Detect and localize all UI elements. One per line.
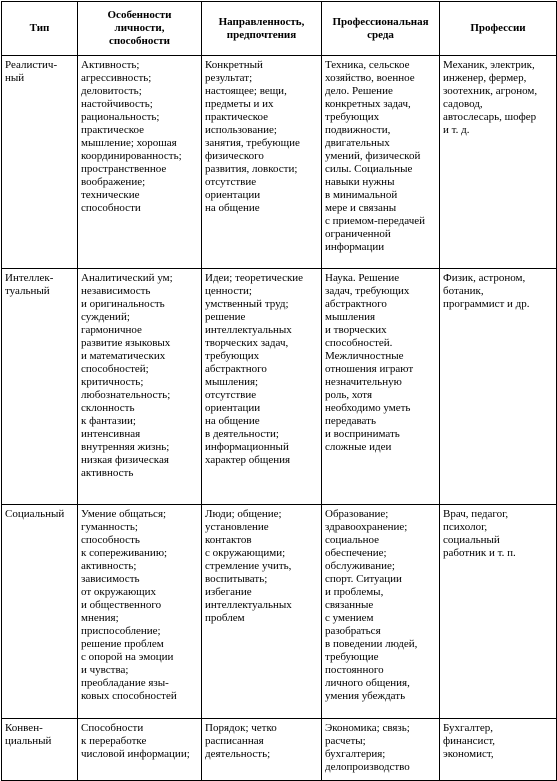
header-environment: Профессиональная среда: [322, 2, 440, 56]
table-header-row: [2, 2, 557, 56]
professions-cell: Врач, педагог, психолог, социальный работник и т. п.: [440, 505, 557, 719]
environment-cell: Образование; здравоохранение; социальное обеспечение; обслуживание; спорт. Ситуации и проблемы, связанные с умением разобраться в поведении людей, требующие постоянного личного общения, умения убеждать: [322, 505, 440, 719]
type-cell: Интеллек- туальный: [2, 269, 78, 505]
header-professions: Профессии: [440, 2, 557, 56]
table-row: [2, 269, 557, 505]
environment-cell: Техника, сельское хозяйство, военное дело. Решение конкретных задач, требующих подвижности, двигательных умений, физической силы. Социальные навыки нужны в минимальной мере и связаны с приемом-передачей ограниченной информации: [322, 56, 440, 269]
preferences-cell: Люди; общение; установление контактов с окружающими; стремление учить, воспитывать; избегание интеллектуальных проблем: [202, 505, 322, 719]
professions-cell: Бухгалтер, финансист, экономист,: [440, 719, 557, 781]
professional-types-table: [1, 1, 557, 781]
table-row: [2, 505, 557, 719]
professions-cell: Механик, электрик, инженер, фермер, зоотехник, агроном, садовод, автослесарь, шофер и т. д.: [440, 56, 557, 269]
environment-cell: Экономика; связь; расчеты; бухгалтерия; делопроизводство: [322, 719, 440, 781]
type-cell: Социальный: [2, 505, 78, 719]
type-cell: Реалистич- ный: [2, 56, 78, 269]
traits-cell: Аналитический ум; независимость и оригинальность суждений; гармоничное развитие языковых и математических способностей; критичность; любознательность; склонность к фантазии; интенсивная внутренняя жизнь; низкая физическая активность: [78, 269, 202, 505]
environment-cell: Наука. Решение задач, требующих абстрактного мышления и творческих способностей. Межличностные отношения играют незначительную роль, хотя необходимо уметь передавать и воспринимать сложные идеи: [322, 269, 440, 505]
header-type: Тип: [2, 2, 78, 56]
preferences-cell: Идеи; теоретические ценности; умственный труд; решение интеллектуальных творческих задач, требующих абстрактного мышления; отсутствие ориентации на общение в деятельности; информационный характер общения: [202, 269, 322, 505]
traits-cell: Умение общаться; гуманность; способность к сопереживанию; активность; зависимость от окружающих и общественного мнения; приспособление; решение проблем с опорой на эмоции и чувства; преобладание язы- ковых способностей: [78, 505, 202, 719]
traits-cell: Активность; агрессивность; деловитость; настойчивость; рациональность; практическое мышление; хорошая координированность; пространственное воображение; технические способности: [78, 56, 202, 269]
header-traits: Особенности личности, способности: [78, 2, 202, 56]
professions-cell: Физик, астроном, ботаник, программист и др.: [440, 269, 557, 505]
table-row: [2, 719, 557, 781]
preferences-cell: Конкретный результат; настоящее; вещи, предметы и их практическое использование; занятия, требующие физического развития, ловкости; отсутствие ориентации на общение: [202, 56, 322, 269]
header-preferences: Направленность, предпочтения: [202, 2, 322, 56]
table-row: [2, 56, 557, 269]
traits-cell: Способности к переработке числовой информации;: [78, 719, 202, 781]
preferences-cell: Порядок; четко расписанная деятельность;: [202, 719, 322, 781]
type-cell: Конвен- циальный: [2, 719, 78, 781]
